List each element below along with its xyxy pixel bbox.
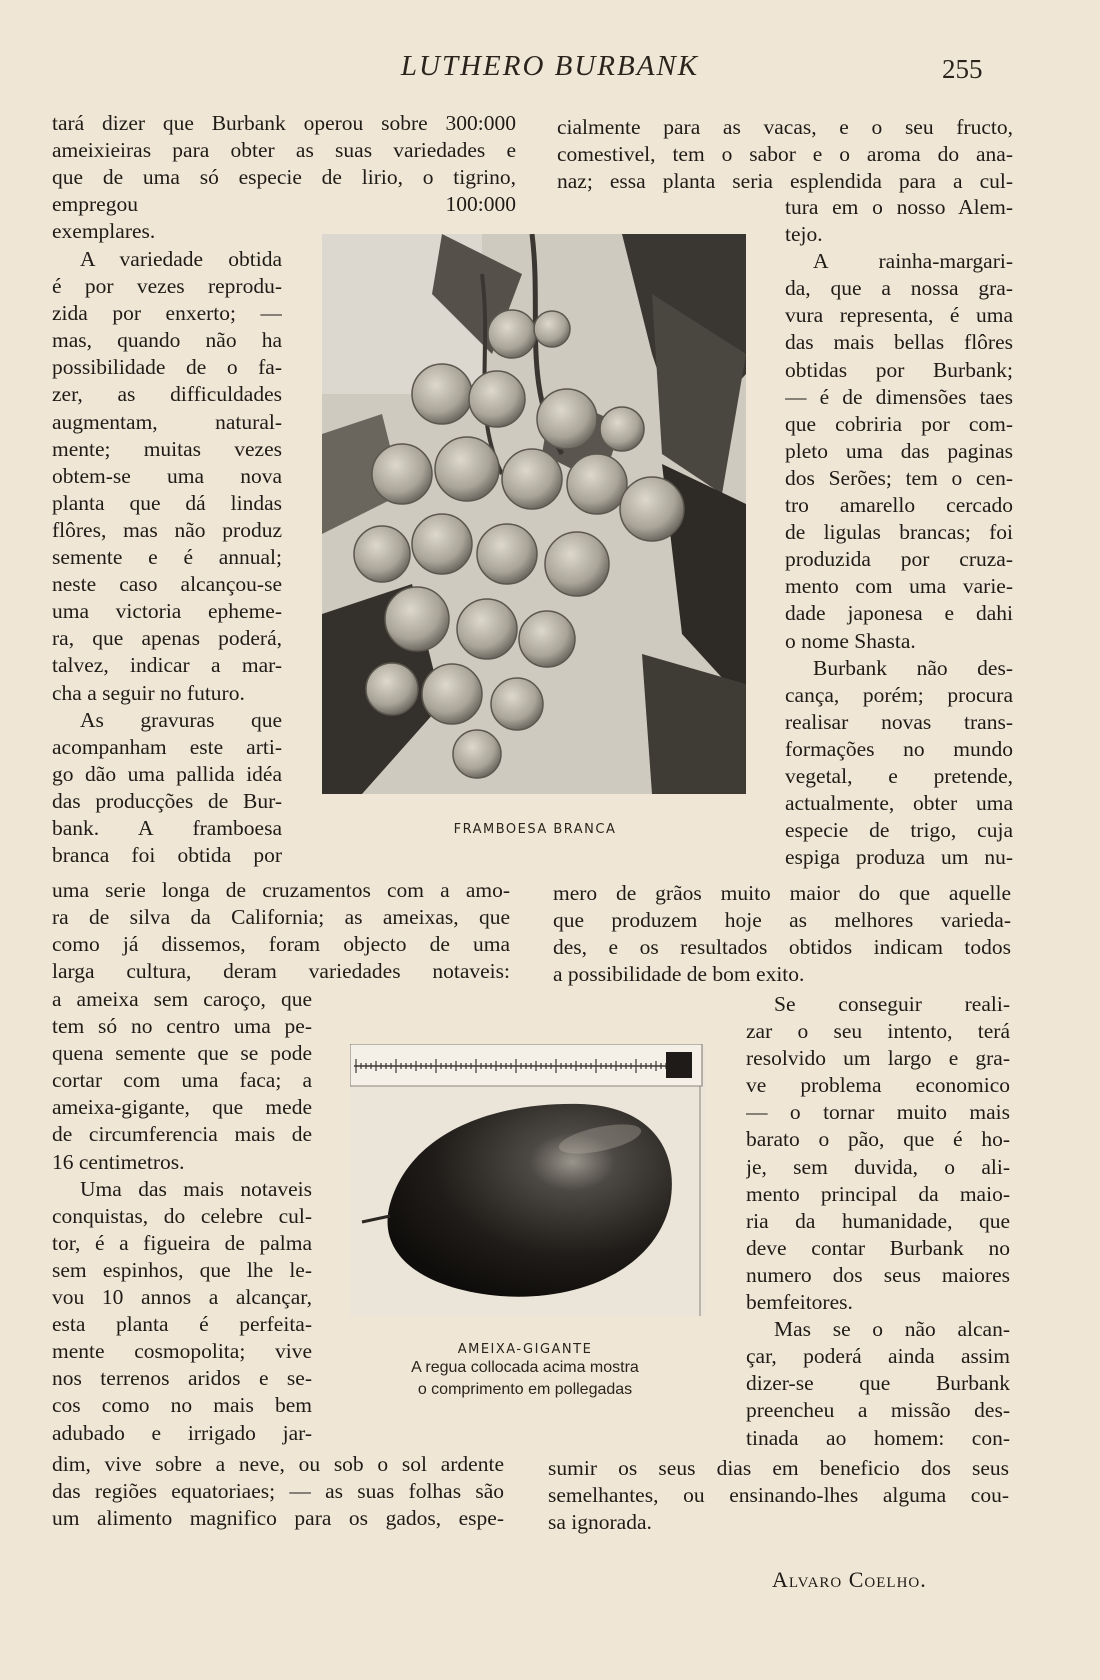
- text-line: ve problema economico: [746, 1073, 1010, 1098]
- text-line: como já dissemos, foram objecto de uma: [52, 932, 510, 957]
- text-line: des, e os resultados obtidos indicam todos: [553, 935, 1011, 960]
- text-line: da, que a nossa gra-: [785, 276, 1013, 301]
- text-line: que produzem hoje as melhores varieda-: [553, 908, 1011, 933]
- text-line: larga cultura, deram variedades notaveis:: [52, 959, 510, 984]
- text-line: formações no mundo: [785, 736, 1013, 761]
- ameixa-caption-line-1: A regua collocada acima mostra: [411, 1359, 639, 1376]
- text-line: tor, é a figueira de palma: [52, 1230, 312, 1255]
- text-line: zida por enxerto; —: [52, 301, 282, 326]
- text-line: comestivel, tem o sabor e o aroma do ana-: [557, 142, 1013, 167]
- text-block-right-top: [557, 114, 1013, 195]
- text-block-left-wide-bottom: [52, 1451, 504, 1532]
- text-block-right-wide-mid: [553, 880, 1011, 988]
- text-block-right-wide-bottom: [548, 1455, 1009, 1536]
- text-line: cortar com uma faca; a: [52, 1068, 312, 1093]
- text-line: — é de dimensões taes: [785, 384, 1013, 409]
- text-line: esta planta é perfeita-: [52, 1312, 312, 1337]
- text-line: sa ignorada.: [548, 1510, 652, 1535]
- text-line: mas, quando não ha: [52, 328, 282, 353]
- text-line: exemplares.: [52, 219, 156, 244]
- author-signature: Alvaro Coelho.: [772, 1567, 927, 1592]
- text-line: mento com uma varie-: [785, 574, 1013, 599]
- text-line: é por vezes reprodu-: [52, 274, 282, 299]
- text-line: naz; essa planta seria esplendida para a cul-: [557, 169, 1013, 194]
- text-line: cialmente para as vacas, e o seu fructo,: [557, 115, 1013, 139]
- text-line: barato o pão, que é ho-: [746, 1127, 1010, 1152]
- text-block-right-narrow-2: [746, 991, 1010, 1452]
- text-line: branca foi obtida por: [52, 843, 282, 868]
- text-line: um alimento magnifico para os gados, espe-: [52, 1506, 504, 1531]
- text-line: que de uma só especie de lirio, o tigrino,: [52, 165, 516, 190]
- text-line: cha a seguir no futuro.: [52, 680, 245, 705]
- text-line: de circumferencia mais de: [52, 1122, 312, 1147]
- text-line: mente; muitas vezes: [52, 436, 282, 461]
- text-line: de ligulas brancas; foi: [785, 520, 1013, 545]
- framboesa-branca-photo: [322, 234, 746, 794]
- text-line: das regiões equatoriaes; — as suas folhas são: [52, 1479, 504, 1504]
- text-line: Se conseguir reali-: [774, 992, 1010, 1016]
- text-line: neste caso alcançou-se: [52, 572, 282, 597]
- text-line: vou 10 annos a alcançar,: [52, 1285, 312, 1310]
- text-line: pleto uma das paginas: [785, 438, 1013, 463]
- text-line: especie de trigo, cuja: [785, 818, 1013, 843]
- text-line: uma victoria epheme-: [52, 599, 282, 624]
- text-line: je, sem duvida, o ali-: [746, 1154, 1010, 1179]
- text-line: resolvido um largo e gra-: [746, 1046, 1010, 1071]
- text-line: possibilidade de o fa-: [52, 355, 282, 380]
- text-line: — o tornar muito mais: [746, 1100, 1010, 1125]
- ameixa-gigante-photo: [350, 1044, 705, 1316]
- text-line: vegetal, e pretende,: [785, 763, 1013, 788]
- text-line: deve contar Burbank no: [746, 1235, 1010, 1260]
- text-line: vura representa, é uma: [785, 303, 1013, 328]
- text-line: zer, as difficuldades: [52, 382, 282, 407]
- text-line: adubado e irrigado jar-: [52, 1420, 312, 1445]
- text-line: das producções de Bur-: [52, 788, 282, 813]
- text-block-right-narrow-1: [785, 194, 1013, 871]
- text-line: 16 centimetros.: [52, 1149, 185, 1174]
- text-block-left-wide-mid: [52, 877, 510, 985]
- text-line: semelhantes, ou ensinando-lhes alguma cou-: [548, 1483, 1009, 1508]
- text-block-left-narrow-2: [52, 986, 312, 1447]
- text-line: dim, vive sobre a neve, ou sob o sol ardente: [52, 1452, 504, 1476]
- text-line: tro amarello cercado: [785, 493, 1013, 518]
- text-line: numero dos seus maiores: [746, 1262, 1010, 1287]
- text-line: A variedade obtida: [80, 247, 282, 271]
- text-line: A rainha-margari-: [813, 249, 1013, 274]
- text-line: Uma das mais notaveis: [80, 1176, 312, 1201]
- text-line: Burbank não des-: [813, 655, 1013, 680]
- text-line: Mas se o não alcan-: [774, 1317, 1010, 1342]
- text-line: tará dizer que Burbank operou sobre 300:000: [52, 111, 516, 135]
- text-line: produzida por cruza-: [785, 547, 1013, 572]
- text-line: flôres, mas não produz: [52, 517, 282, 542]
- text-line: mento principal da maio-: [746, 1181, 1010, 1206]
- text-line: que cobriria por com-: [785, 411, 1013, 436]
- text-line: uma serie longa de cruzamentos com a amo-: [52, 878, 510, 902]
- text-line: tem só no centro uma pe-: [52, 1014, 312, 1039]
- text-line: cos como no mais bem: [52, 1393, 312, 1418]
- ameixa-caption-title: AMEIXA-GIGANTE: [457, 1342, 593, 1357]
- text-line: cança, porém; procura: [785, 682, 1013, 707]
- text-line: empregou 100:000: [52, 192, 516, 217]
- text-line: das mais bellas flôres: [785, 330, 1013, 355]
- text-line: semente e é annual;: [52, 545, 282, 570]
- text-line: dade japonesa e dahi: [785, 601, 1013, 626]
- ameixa-caption: [360, 1342, 690, 1401]
- text-line: As gravuras que: [80, 707, 282, 732]
- framboesa-caption: FRAMBOESA BRANCA: [453, 822, 617, 837]
- text-line: realisar novas trans-: [785, 709, 1013, 734]
- text-line: sem espinhos, que lhe le-: [52, 1257, 312, 1282]
- text-line: dizer-se que Burbank: [746, 1371, 1010, 1396]
- text-line: a possibilidade de bom exito.: [553, 962, 805, 987]
- text-line: bemfeitores.: [746, 1290, 853, 1315]
- text-line: conquistas, do celebre cul-: [52, 1203, 312, 1228]
- text-line: mero de grãos muito maior do que aquelle: [553, 881, 1011, 905]
- text-line: preencheu a missão des-: [746, 1398, 1010, 1423]
- text-line: sumir os seus dias em beneficio dos seus: [548, 1456, 1009, 1480]
- text-line: augmentam, natural-: [52, 409, 282, 434]
- text-line: mente cosmopolita; vive: [52, 1339, 312, 1364]
- text-block-left-narrow-1: [52, 246, 282, 869]
- text-line: çar, poderá ainda assim: [746, 1344, 1010, 1369]
- text-line: tura em o nosso Alem-: [785, 195, 1013, 219]
- text-line: obtem-se uma nova: [52, 463, 282, 488]
- text-line: zar o seu intento, terá: [746, 1019, 1010, 1044]
- text-line: ameixieiras para obter as suas variedades e: [52, 138, 516, 163]
- text-line: quena semente que se pode: [52, 1041, 312, 1066]
- text-line: planta que dá lindas: [52, 490, 282, 515]
- text-line: ameixa-gigante, que mede: [52, 1095, 312, 1120]
- ameixa-caption-line-2: o comprimento em pollegadas: [417, 1381, 633, 1398]
- text-line: go dão uma pallida idéa: [52, 761, 282, 786]
- page-number: 255: [942, 54, 983, 84]
- text-line: actualmente, obter uma: [785, 791, 1013, 816]
- text-line: acompanham este arti-: [52, 734, 282, 759]
- text-line: obtidas por Burbank;: [785, 357, 1013, 382]
- text-block-left-top: [52, 110, 516, 245]
- text-line: a ameixa sem caroço, que: [52, 987, 312, 1011]
- text-line: bank. A framboesa: [52, 815, 282, 840]
- text-line: ra, que apenas poderá,: [52, 626, 282, 651]
- text-line: talvez, indicar a mar-: [52, 653, 282, 678]
- text-line: dos Serões; tem o cen-: [785, 465, 1013, 490]
- text-line: ria da humanidade, que: [746, 1208, 1010, 1233]
- text-line: nos terrenos aridos e se-: [52, 1366, 312, 1391]
- text-line: tinada ao homem: con-: [746, 1425, 1010, 1450]
- text-line: tejo.: [785, 222, 823, 247]
- text-line: ra de silva da California; as ameixas, que: [52, 905, 510, 930]
- text-line: espiga produza um nu-: [785, 845, 1013, 870]
- text-line: o nome Shasta.: [785, 628, 916, 653]
- running-header-title: LUTHERO BURBANK: [400, 50, 700, 82]
